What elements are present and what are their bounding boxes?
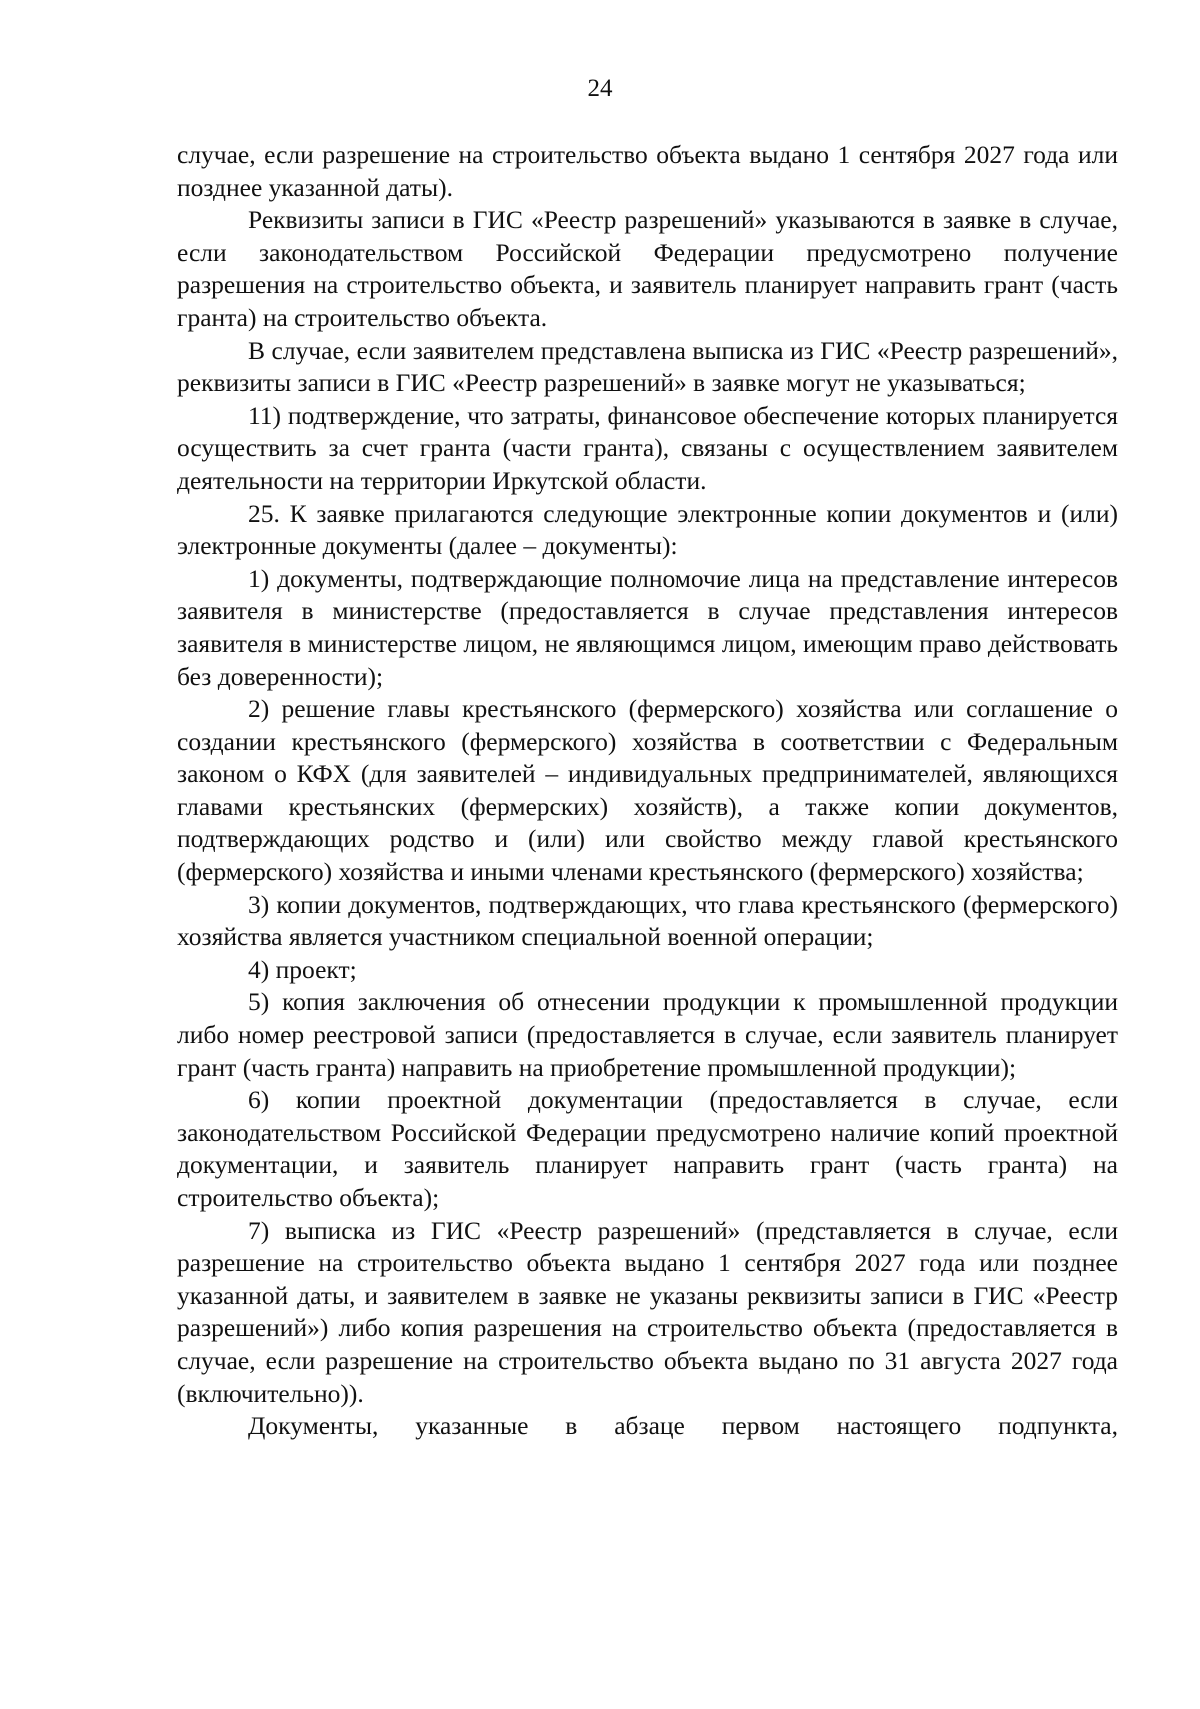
document-item-5: 5) копия заключения об отнесении продукции к промышленной продукции либо номер реестровой записи (предоставляется в случае, если заявитель планирует грант (часть гранта) направить на приобретение промышленной продукции); bbox=[177, 987, 1118, 1082]
document-item-6: 6) копии проектной документации (предоставляется в случае, если законодательством Российской Федерации предусмотрено наличие копий проектной документации, и заявитель планирует направить грант (часть гранта) на строительство объекта); bbox=[177, 1085, 1118, 1212]
list-item-11: 11) подтверждение, что затраты, финансовое обеспечение которых планируется осуществить за счет гранта (части гранта), связаны с осуществлением заявителем деятельности на территории Иркутской области. bbox=[177, 400, 1118, 495]
clause-25-intro: 25. К заявке прилагаются следующие электронные копии документов и (или) электронные документы (далее – документы): bbox=[177, 498, 1118, 561]
document-item-4: 4) проект; bbox=[248, 954, 357, 984]
document-item-7: 7) выписка из ГИС «Реестр разрешений» (представляется в случае, если разрешение на строительство объекта выдано 1 сентября 2027 года или позднее указанной даты, и заявителем в заявке не указаны реквизиты записи в ГИС «Реестр разрешений») либо копия разрешения на строительство объекта (предоставляется в случае, если разрешение на строительство объекта выдано по 31 августа 2027 года (включительно)). bbox=[177, 1215, 1118, 1408]
document-item-1: 1) документы, подтверждающие полномочие лица на представление интересов заявителя в министерстве (предоставляется в случае представления интересов заявителя в министерстве лицом, не являющимся лицом, имеющим право действовать без доверенности); bbox=[177, 563, 1118, 691]
paragraph-registry-extract: В случае, если заявителем представлена выписка из ГИС «Реестр разрешений», реквизиты записи в ГИС «Реестр разрешений» в заявке могут не указываться; bbox=[177, 335, 1118, 398]
paragraph-permit-registry-details: Реквизиты записи в ГИС «Реестр разрешений» указываются в заявке в случае, если законодательством Российской Федерации предусмотрено получение разрешения на строительство объекта, и заявитель планирует направить грант (часть гранта) на строительство объекта. bbox=[177, 205, 1118, 332]
page-number: 24 bbox=[587, 75, 613, 102]
document-item-3: 3) копии документов, подтверждающих, что глава крестьянского (фермерского) хозяйства является участником специальной военной операции; bbox=[177, 889, 1118, 952]
paragraph-documents-continued: Документы, указанные в абзаце первом настоящего подпункта, bbox=[248, 1411, 1118, 1441]
document-item-2: 2) решение главы крестьянского (фермерского) хозяйства или соглашение о создании крестьянского (фермерского) хозяйства в соответствии с Федеральным законом о КФХ (для заявителей – индивидуальных предпринимателей, являющихся главами крестьянских (фермерских) хозяйств), а также копии документов, подтверждающих родство и (или) или свойство между главой крестьянского (фермерского) хозяйства и иными членами крестьянского (фермерского) хозяйства; bbox=[177, 694, 1118, 887]
document-body bbox=[177, 139, 1118, 1443]
paragraph-continuation: случае, если разрешение на строительство объекта выдано 1 сентября 2027 года или позднее указанной даты). bbox=[177, 140, 1118, 202]
